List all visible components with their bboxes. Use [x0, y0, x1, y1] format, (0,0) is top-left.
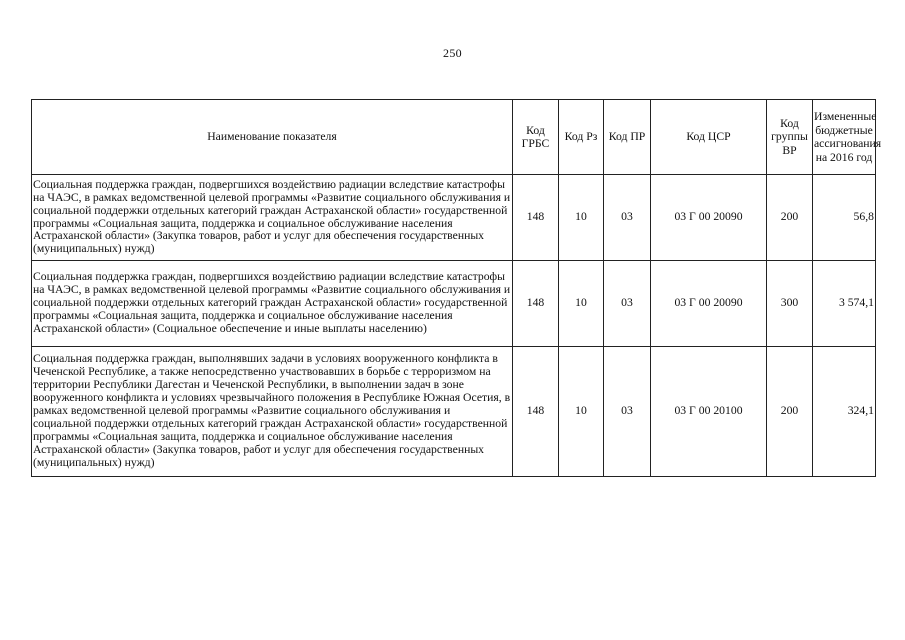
row-csr: 03 Г 00 20090 [651, 175, 767, 261]
table-header-row [32, 100, 876, 175]
row-rz: 10 [559, 347, 604, 477]
row-pr: 03 [604, 175, 651, 261]
row-grbs: 148 [513, 347, 559, 477]
header-rz: Код Рз [559, 100, 604, 175]
page-number: 250 [443, 46, 462, 60]
header-grbs: Код ГРБС [513, 100, 559, 175]
row-amount: 56,8 [813, 175, 876, 261]
table-row [32, 261, 876, 347]
row-vr: 200 [767, 347, 813, 477]
row-rz: 10 [559, 175, 604, 261]
table-row [32, 175, 876, 261]
row-pr: 03 [604, 261, 651, 347]
header-amount: Измененные бюджетные ассигнования на 2016 год [813, 100, 876, 175]
row-description: Социальная поддержка граждан, подвергшихся воздействию радиации вследствие катастрофы на ЧАЭС, в рамках ведомственной целевой программы «Развитие социального обслуживания и социальной поддержки отдельных категорий граждан Астраханской области» государственной программы «Социальная защита, поддержка и социальное обслуживание населения Астраханской области» (Закупка товаров, работ и услуг для обеспечения государственных (муниципальных) нужд) [32, 175, 513, 261]
row-description: Социальная поддержка граждан, выполнявших задачи в условиях вооруженного конфликта в Чеченской Республике, а также непосредственно участвовавших в борьбе с терроризмом на территории Республики Дагестан и Чеченской Республики, в выполнении задач в зоне вооруженного конфликта и условиях чрезвычайного положения в Республике Южная Осетия, в рамках ведомственной целевой программы «Развитие социального обслуживания и социальной поддержки отдельных категорий граждан Астраханской области» государственной программы «Социальная защита, поддержка и социальное обслуживание населения Астраханской области» (Закупка товаров, работ и услуг для обеспечения государственных (муниципальных) нужд) [32, 347, 513, 477]
row-grbs: 148 [513, 261, 559, 347]
header-pr: Код ПР [604, 100, 651, 175]
row-rz: 10 [559, 261, 604, 347]
row-vr: 300 [767, 261, 813, 347]
header-vr: Код группы ВР [767, 100, 813, 175]
row-csr: 03 Г 00 20090 [651, 261, 767, 347]
row-description: Социальная поддержка граждан, подвергшихся воздействию радиации вследствие катастрофы на ЧАЭС, в рамках ведомственной целевой программы «Развитие социального обслуживания и социальной поддержки отдельных категорий граждан Астраханской области» государственной программы «Социальная защита, поддержка и социальное обслуживание населения Астраханской области» (Социальное обеспечение и иные выплаты населению) [32, 261, 513, 347]
row-amount: 324,1 [813, 347, 876, 477]
table-row [32, 347, 876, 477]
row-csr: 03 Г 00 20100 [651, 347, 767, 477]
header-name: Наименование показателя [32, 100, 513, 175]
row-pr: 03 [604, 347, 651, 477]
row-grbs: 148 [513, 175, 559, 261]
row-vr: 200 [767, 175, 813, 261]
row-amount: 3 574,1 [813, 261, 876, 347]
budget-table [31, 99, 882, 477]
header-csr: Код ЦСР [651, 100, 767, 175]
